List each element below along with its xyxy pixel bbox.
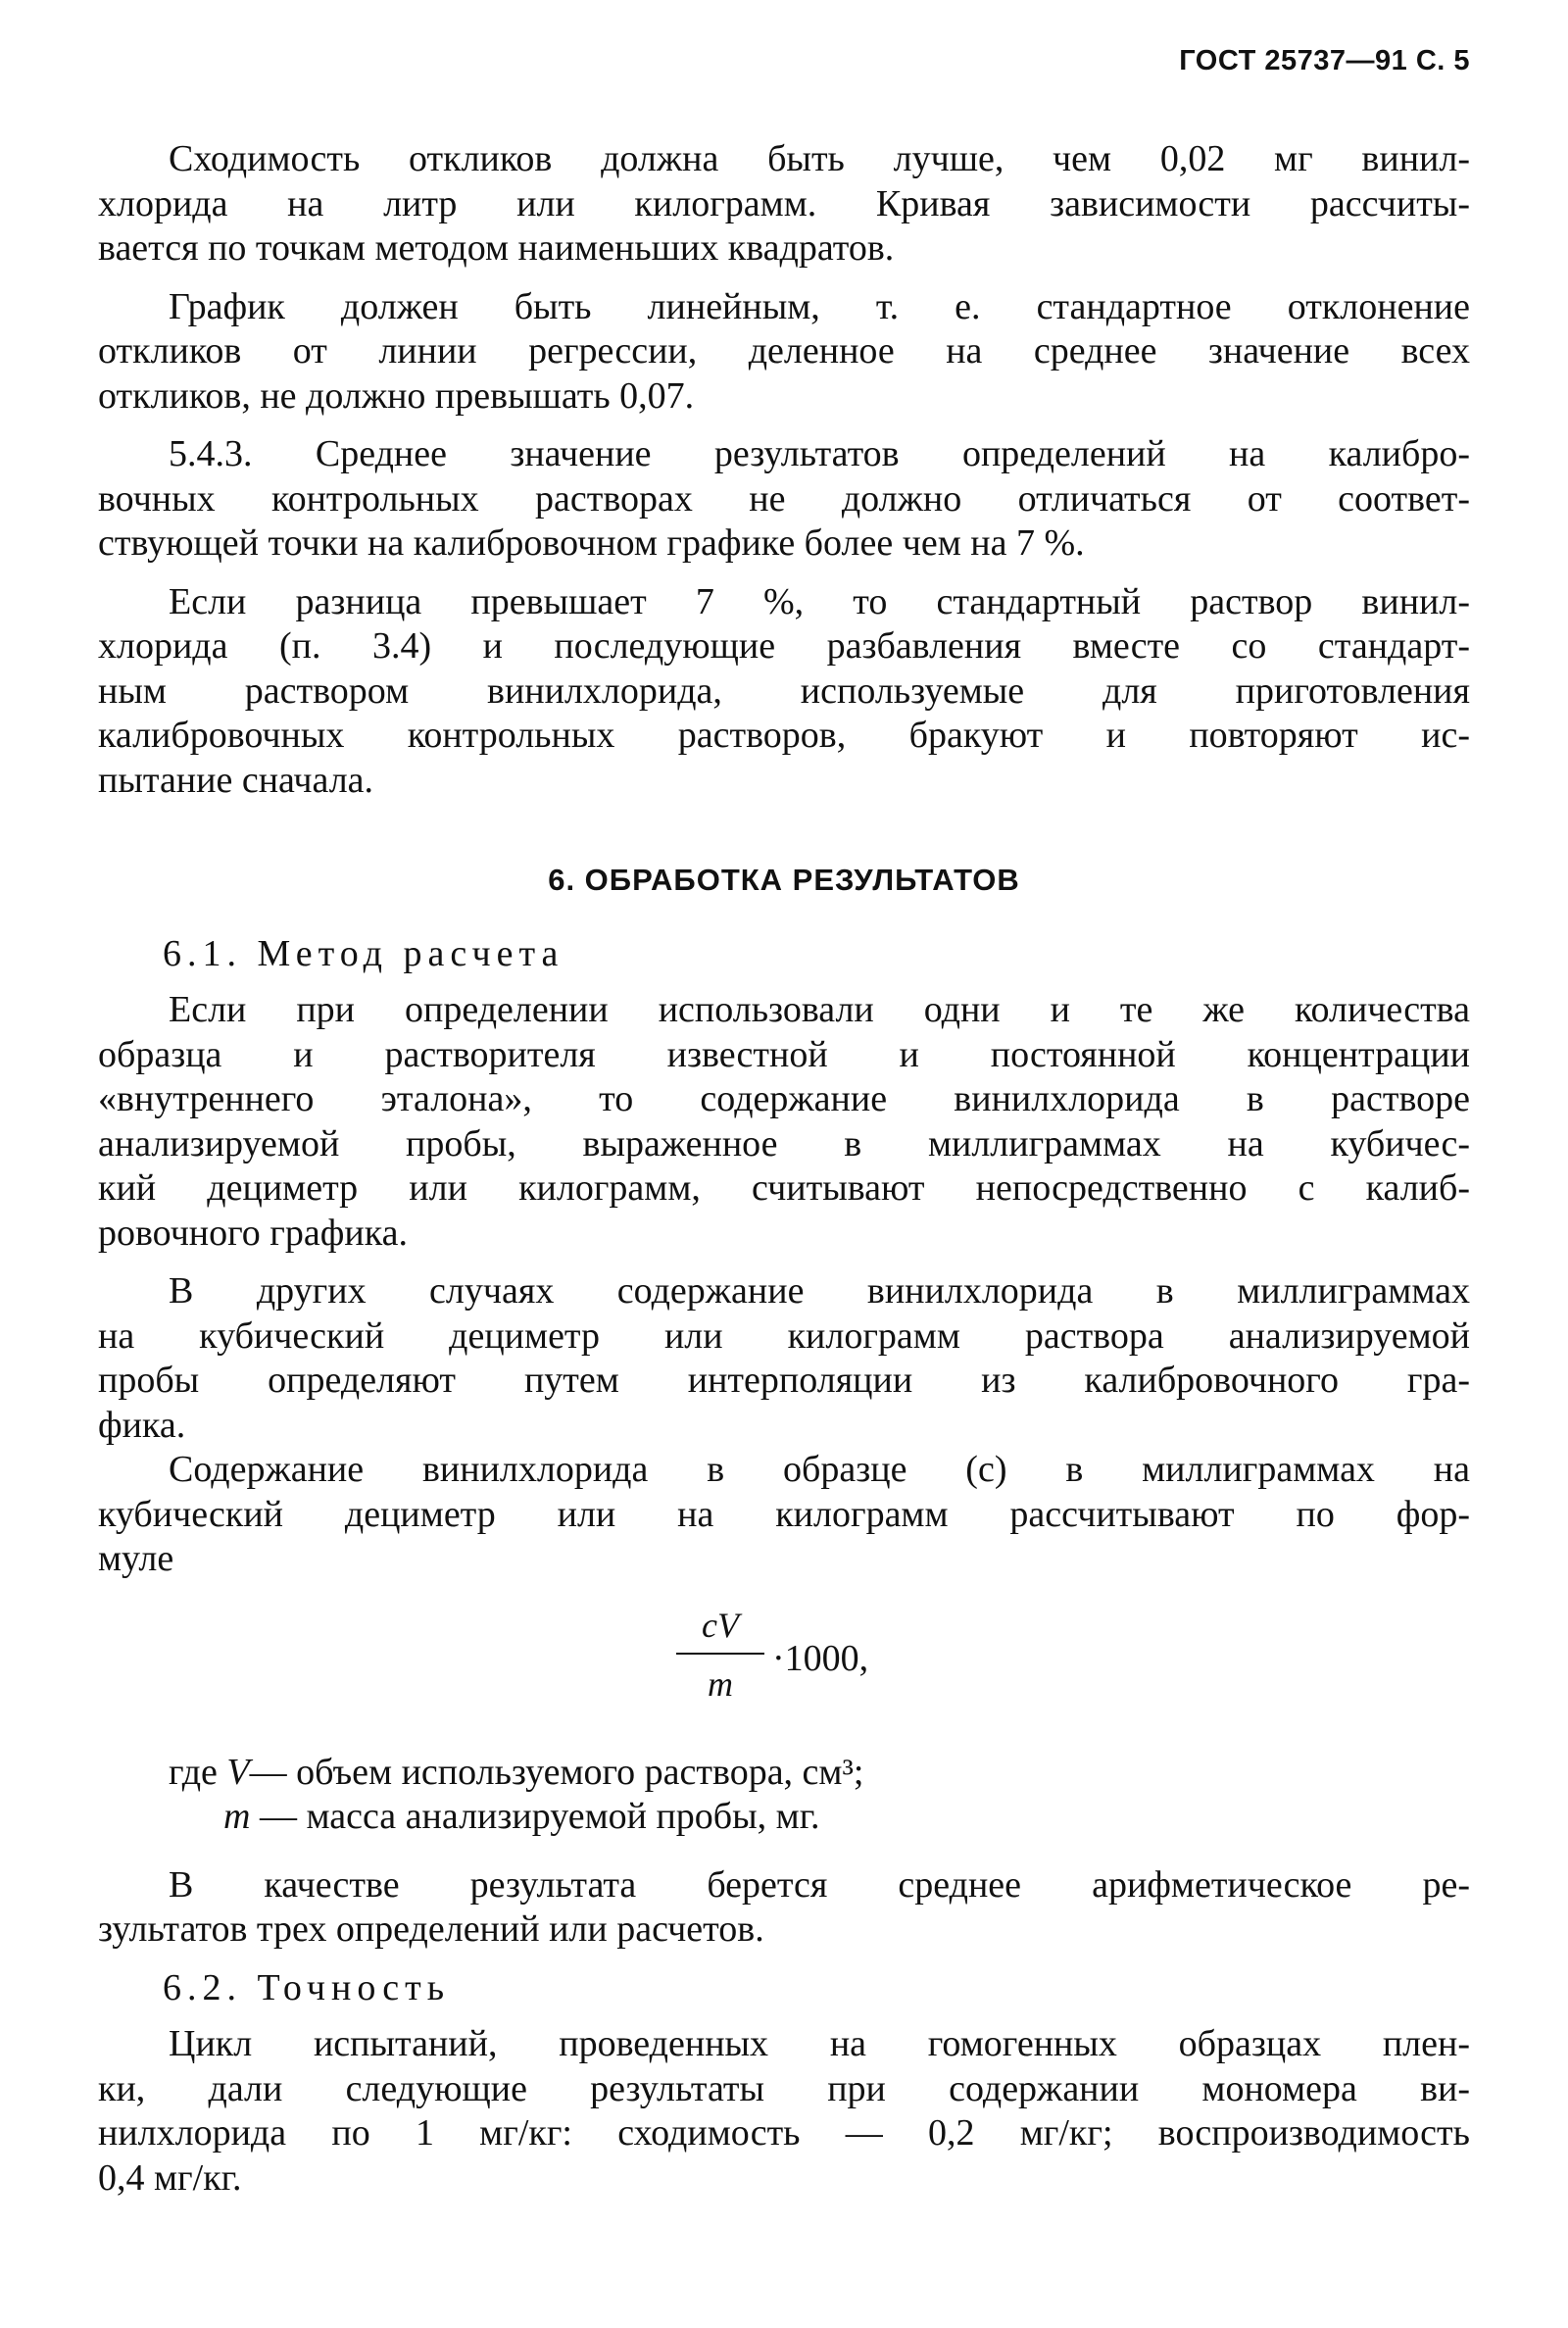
text-line: ствующей точки на калибровочном графике более чем на 7 %. [98,522,1085,564]
text-line: пробы определяют путем интерполяции из калибровочного гра- [98,1360,1470,1401]
text-line: кий дециметр или килограмм, считывают непосредственно с калиб- [98,1167,1470,1209]
subsection-heading: 6.1. Метод расчета [163,932,564,974]
legend-text-v: — объем используемого раствора, см³; [249,1751,864,1793]
paragraph-graph-linear [98,285,1470,420]
paragraph-convergence [98,137,1470,272]
paragraph-difference [98,580,1470,804]
text-line: вается по точкам методом наименьших квадратов. [98,227,895,269]
formula-legend [98,1751,1470,1840]
formula [98,1604,1470,1731]
text-line: В других случаях содержание винилхлорида в миллиграммах [169,1270,1470,1312]
legend-row-v [98,1751,1470,1796]
legend-symbol-v: V [226,1751,250,1793]
text-line: калибровочных контрольных растворов, бракуют и повторяют ис- [98,715,1470,756]
text-line: на кубический дециметр или килограмм раствора анализируемой [98,1314,1470,1357]
text-line: В качестве результата берется среднее арифметическое ре- [169,1863,1470,1906]
text-line: хлорида на литр или килограмм. Кривая зависимости рассчиты- [98,182,1470,224]
document-body [98,137,1470,2201]
text-line: Цикл испытаний, проведенных на гомогенных образцах плен- [169,2023,1470,2064]
paragraph-content [98,1448,1470,1582]
text-line: откликов, не должно превышать 0,07. [98,374,695,417]
text-line: Сходимость откликов должна быть лучше, чем 0,02 мг винил- [169,138,1470,179]
text-line: зультатов трех определений или расчетов. [98,1908,764,1950]
text-line: Содержание винилхлорида в образце (c) в миллиграммах на [169,1449,1470,1490]
text-line: «внутреннего эталона», то содержание винилхлорида в растворе [98,1078,1470,1119]
text-line: пытание сначала. [98,759,374,801]
legend-symbol-m: m [223,1796,251,1837]
formula-fraction [676,1604,764,1708]
paragraph-5-4-3 [98,432,1470,567]
text-line: ровочного графика. [98,1212,408,1254]
subsection-heading: 6.2. Точность [163,1966,451,2008]
formula-denominator: m [708,1663,733,1704]
text-line: График должен быть линейным, т. е. стандартное отклонение [169,285,1470,327]
text-line: муле [98,1538,174,1579]
text-line: вочных контрольных растворах не должно отличаться от соответ- [98,477,1470,520]
paragraph-method [98,988,1470,1256]
paragraph-other-cases [98,1269,1470,1448]
legend-text-m: — масса анализируемой пробы, мг. [259,1796,820,1837]
text-line: нилхлорида по 1 мг/кг: сходимость — 0,2 мг/кг; воспроизводимость [98,2112,1470,2154]
text-line: фика. [98,1404,186,1446]
text-line: Если разница превышает 7 %, то стандартный раствор винил- [169,580,1470,622]
paragraph-precision [98,2022,1470,2201]
text-line: хлорида (п. 3.4) и последующие разбавления вместе со стандарт- [98,625,1470,667]
fraction-bar [676,1653,764,1655]
legend-lead: где [169,1751,218,1793]
text-line: откликов от линии регрессии, деленное на среднее значение всех [98,330,1470,371]
text-line: 5.4.3. Среднее значение результатов определений на калибро- [169,433,1470,474]
text-line: ным раствором винилхлорида, используемые для приготовления [98,669,1470,712]
page-header: ГОСТ 25737—91 С. 5 [1179,45,1470,76]
text-line: Если при определении использовали одни и те же количества [169,989,1470,1030]
formula-multiplier: ·1000, [772,1637,869,1679]
text-line: анализируемой пробы, выраженное в миллиграммах на кубичес- [98,1122,1470,1164]
text-line: 0,4 мг/кг. [98,2156,242,2199]
section-title: 6. ОБРАБОТКА РЕЗУЛЬТАТОВ [548,863,1020,897]
paragraph-result [98,1863,1470,1953]
legend-row-m [98,1795,1470,1840]
text-line: кубический дециметр или на килограмм рассчитывают по фор- [98,1493,1470,1535]
formula-numerator: cV [702,1605,739,1645]
text-line: ки, дали следующие результаты при содержании мономера ви- [98,2067,1470,2109]
text-line: образца и растворителя известной и постоянной концентрации [98,1033,1470,1075]
